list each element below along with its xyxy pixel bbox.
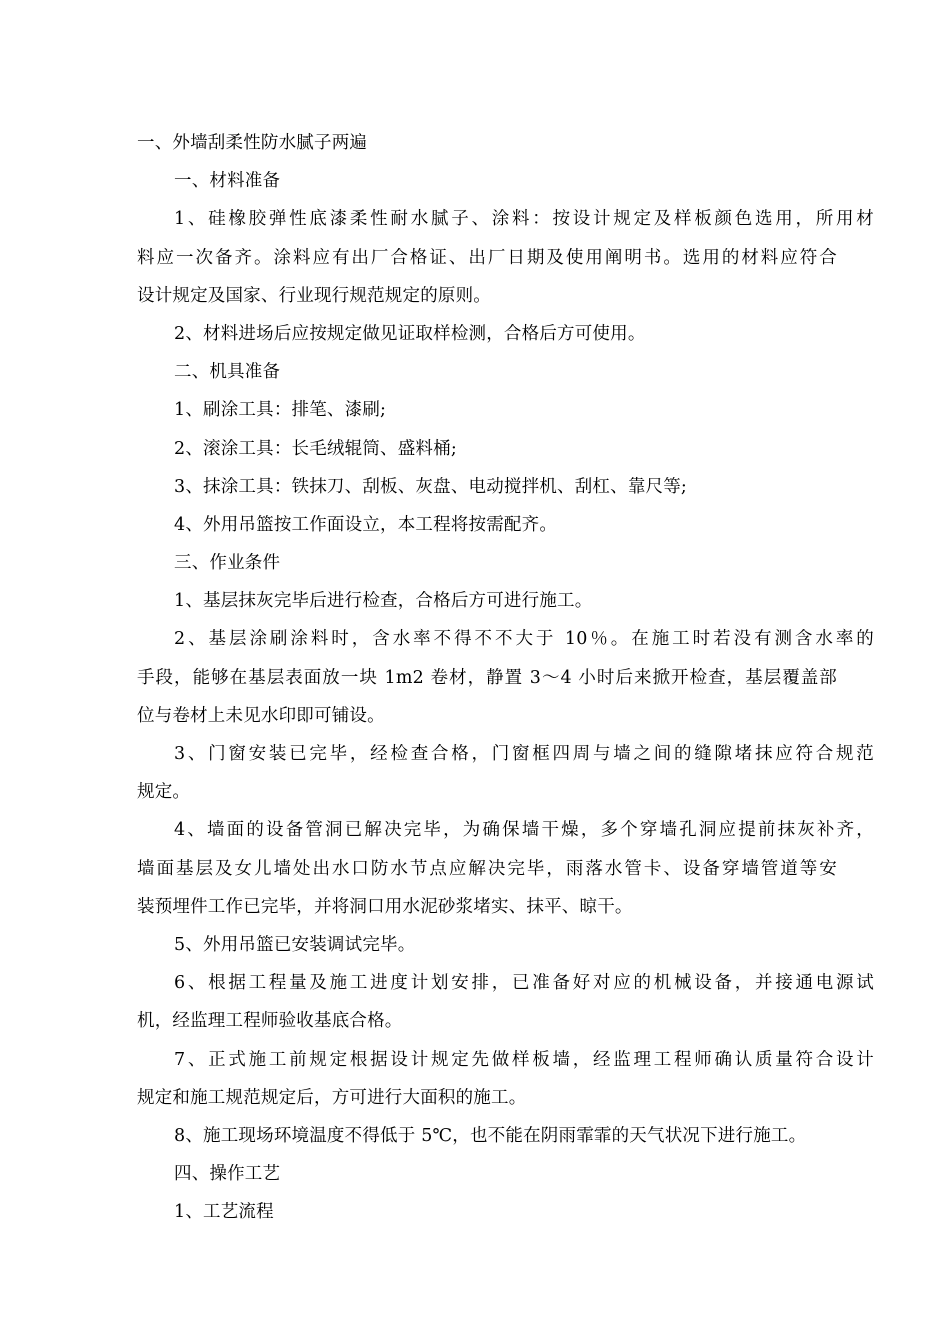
- paragraph-line: 3、抹涂工具：铁抹刀、刮板、灰盘、电动搅拌机、刮杠、靠尺等;: [174, 476, 688, 497]
- paragraph-line: 1、硅橡胶弹性底漆柔性耐水腻子、涂料：按设计规定及样板颜色选用，所用材: [174, 209, 874, 230]
- section-heading: 二、机具准备: [174, 362, 281, 383]
- paragraph-line: 2、基层涂刷涂料时，含水率不得不不大于 10％。在施工时若没有测含水率的: [174, 629, 874, 650]
- paragraph-line: 2、滚涂工具：长毛绒辊筒、盛料桶;: [174, 438, 457, 459]
- document-title: 一、外墙刮柔性防水腻子两遍: [137, 133, 368, 153]
- paragraph-line: 装预埋件工作已完毕，并将洞口用水泥砂浆堵实、抹平、晾干。: [137, 896, 633, 917]
- section-heading: 四、操作工艺: [174, 1164, 281, 1185]
- section-heading: 一、材料准备: [174, 171, 281, 192]
- paragraph-line: 手段，能够在基层表面放一块 1m2 卷材，静置 3～4 小时后来掀开检查，基层覆盖部: [137, 667, 837, 688]
- paragraph-line: 规定和施工规范规定后，方可进行大面积的施工。: [137, 1087, 527, 1108]
- paragraph-line: 1、刷涂工具：排笔、漆刷;: [174, 400, 387, 421]
- paragraph-line: 4、外用吊篮按工作面设立，本工程将按需配齐。: [174, 514, 558, 535]
- paragraph-line: 7、正式施工前规定根据设计规定先做样板墙，经监理工程师确认质量符合设计: [174, 1049, 874, 1070]
- section-heading: 三、作业条件: [174, 553, 281, 574]
- paragraph-line: 规定。: [137, 782, 191, 803]
- paragraph-line: 机，经监理工程师验收基底合格。: [137, 1011, 403, 1032]
- paragraph-line: 1、基层抹灰完毕后进行检查，合格后方可进行施工。: [174, 591, 593, 612]
- paragraph-line: 设计规定及国家、行业现行规范规定的原则。: [137, 285, 491, 306]
- document-body: [137, 124, 874, 1231]
- paragraph-line: 5、外用吊篮已安装调试完毕。: [174, 934, 416, 955]
- paragraph-line: 1、工艺流程: [174, 1202, 274, 1223]
- paragraph-line: 墙面基层及女儿墙处出水口防水节点应解决完毕，雨落水管卡、设备穿墙管道等安: [137, 858, 837, 879]
- paragraph-line: 3、门窗安装已完毕，经检查合格，门窗框四周与墙之间的缝隙堵抹应符合规范: [174, 744, 874, 764]
- paragraph-line: 位与卷材上未见水印即可铺设。: [137, 705, 385, 726]
- paragraph-line: 4、墙面的设备管洞已解决完毕，为确保墙干燥，多个穿墙孔洞应提前抹灰补齐，: [174, 820, 874, 841]
- paragraph-line: 料应一次备齐。涂料应有出厂合格证、出厂日期及使用阐明书。选用的材料应符合: [137, 247, 837, 268]
- paragraph-line: 2、材料进场后应按规定做见证取样检测，合格后方可使用。: [174, 323, 646, 344]
- paragraph-line: 6、根据工程量及施工进度计划安排，已准备好对应的机械设备，并接通电源试: [174, 973, 874, 994]
- paragraph-line: 8、施工现场环境温度不得低于 5℃，也不能在阴雨霏霏的天气状况下进行施工。: [174, 1125, 807, 1146]
